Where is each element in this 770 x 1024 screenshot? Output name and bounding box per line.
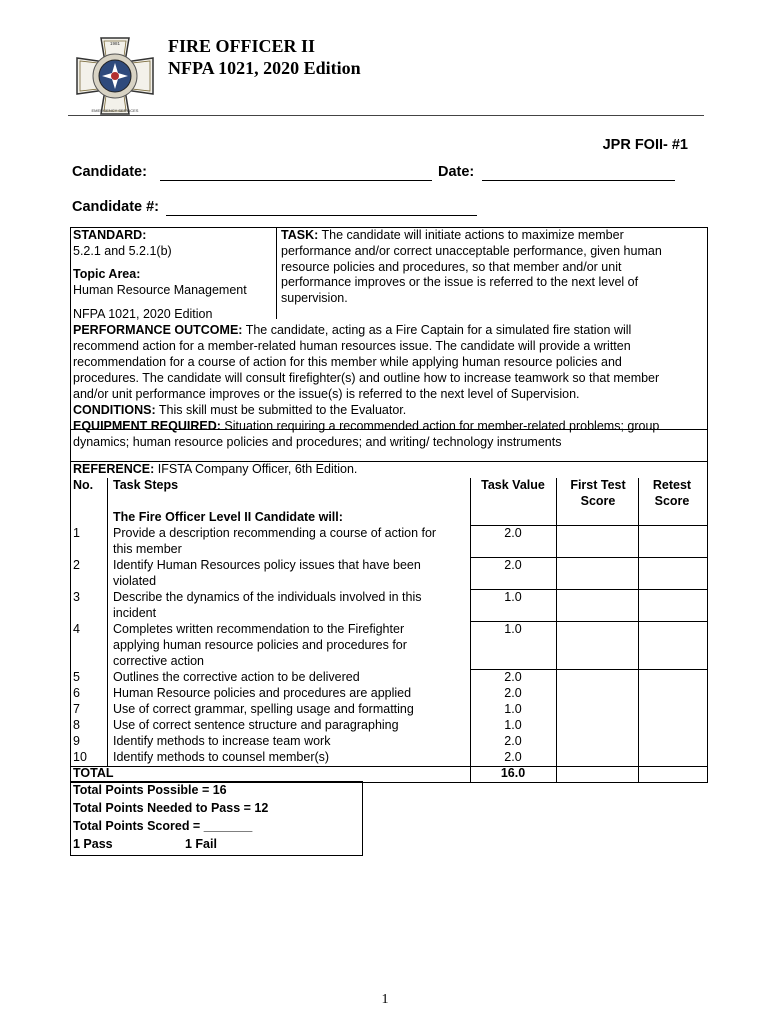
task-steps-intro: The Fire Officer Level II Candidate will: <box>113 510 343 524</box>
performance-line-3: recommendation for a course of action for this member while applying human resource policies and <box>73 355 622 369</box>
step-value: 1.0 <box>504 590 522 604</box>
step-value: 2.0 <box>504 558 522 572</box>
standard-value: 5.2.1 and 5.2.1(b) <box>73 244 172 258</box>
step-number: 6 <box>73 686 80 700</box>
step-text: this member <box>113 542 182 556</box>
performance-line-2: recommend action for a member-related human resources issue. The candidate will provide a written <box>73 339 631 353</box>
total-points-scored[interactable]: Total Points Scored = _______ <box>73 819 253 833</box>
grid-line <box>556 478 557 782</box>
reference-line: REFERENCE: IFSTA Company Officer, 6th Edition. <box>73 462 358 476</box>
conditions-label: CONDITIONS: <box>73 403 156 417</box>
step-number: 3 <box>73 590 80 604</box>
total-value: 16.0 <box>500 766 526 780</box>
grid-line <box>70 766 708 767</box>
conditions-line: CONDITIONS: This skill must be submitted to the Evaluator. <box>73 403 407 417</box>
step-text: Identify methods to increase team work <box>113 734 331 748</box>
step-number: 1 <box>73 526 80 540</box>
step-value: 2.0 <box>504 670 522 684</box>
step-number: 5 <box>73 670 80 684</box>
task-label: TASK: <box>281 228 319 242</box>
candidate-field[interactable] <box>160 180 432 181</box>
step-text: Use of correct grammar, spelling usage and formatting <box>113 702 414 716</box>
date-field[interactable] <box>482 180 675 181</box>
date-label: Date: <box>438 164 475 180</box>
task-line-2: performance and/or correct unacceptable performance, given human <box>281 244 662 258</box>
task-line-5: supervision. <box>281 291 348 305</box>
column-header-retest: Retest <box>652 478 692 492</box>
step-value: 1.0 <box>504 622 522 636</box>
task-line-4: performance improves or the issue is referred to the next level of <box>281 275 639 289</box>
header-divider <box>68 115 704 116</box>
grid-line <box>107 478 108 766</box>
task-line-3: resource policies and procedures, so that member and/or unit <box>281 260 622 274</box>
step-text: Provide a description recommending a course of action for <box>113 526 437 540</box>
step-number: 10 <box>73 750 87 764</box>
grid-line <box>638 478 639 782</box>
step-text: violated <box>113 574 157 588</box>
step-text: corrective action <box>113 654 205 668</box>
column-header-task-value: Task Value <box>481 478 545 492</box>
step-text: applying human resource policies and procedures for <box>113 638 407 652</box>
jpr-number: JPR FOII- #1 <box>602 137 688 153</box>
column-header-task-steps: Task Steps <box>113 478 179 492</box>
column-header-first-test-score: Score <box>580 494 616 508</box>
topic-area-label: Topic Area: <box>73 267 141 281</box>
step-value: 1.0 <box>504 718 522 732</box>
fire-department-logo <box>66 36 164 116</box>
step-value: 2.0 <box>504 686 522 700</box>
step-number: 2 <box>73 558 80 572</box>
performance-line-1: PERFORMANCE OUTCOME: The candidate, acting as a Fire Captain for a simulated fire station will <box>73 323 632 337</box>
document-subtitle: NFPA 1021, 2020 Edition <box>168 58 361 78</box>
standard-task-divider <box>276 227 277 319</box>
performance-line-4: procedures. The candidate will consult firefighter(s) and outline how to increase teamwork so that member <box>73 371 660 385</box>
step-value: 2.0 <box>504 750 522 764</box>
step-text: Describe the dynamics of the individuals involved in this <box>113 590 422 604</box>
candidate-number-field[interactable] <box>166 215 477 216</box>
step-text: Identify methods to counsel member(s) <box>113 750 330 764</box>
column-header-first-test: First Test <box>570 478 626 492</box>
equipment-label: EQUIPMENT REQUIRED: <box>73 419 221 433</box>
step-value: 2.0 <box>504 526 522 540</box>
task-line-1: TASK: The candidate will initiate actions to maximize member <box>281 228 624 242</box>
candidate-label: Candidate: <box>72 164 147 180</box>
step-text: Completes written recommendation to the Firefighter <box>113 622 405 636</box>
step-number: 7 <box>73 702 80 716</box>
performance-line-5: and/or unit performance improves or the issue(s) is referred to the next level of Supervision. <box>73 387 580 401</box>
total-points-needed: Total Points Needed to Pass = 12 <box>73 801 269 815</box>
standard-label: STANDARD: <box>73 228 147 242</box>
topic-area-value: Human Resource Management <box>73 283 247 297</box>
column-header-retest-score: Score <box>654 494 690 508</box>
equipment-line-2: dynamics; human resource policies and procedures; and writing/ technology instruments <box>73 435 562 449</box>
pass-option[interactable]: 1 Pass <box>73 837 113 851</box>
nfpa-edition: NFPA 1021, 2020 Edition <box>73 307 213 321</box>
performance-label: PERFORMANCE OUTCOME: <box>73 323 243 337</box>
step-value: 2.0 <box>504 734 522 748</box>
step-number: 9 <box>73 734 80 748</box>
candidate-number-label: Candidate #: <box>72 199 160 215</box>
page-number: 1 <box>381 992 389 1007</box>
step-text: Identify Human Resources policy issues that have been <box>113 558 421 572</box>
svg-text:1981: 1981 <box>109 41 121 46</box>
step-text: Use of correct sentence structure and paragraphing <box>113 718 399 732</box>
step-text: Outlines the corrective action to be delivered <box>113 670 360 684</box>
step-number: 4 <box>73 622 80 636</box>
step-text: Human Resource policies and procedures are applied <box>113 686 412 700</box>
equipment-line-1: EQUIPMENT REQUIRED: Situation requiring a recommended action for member-related problems; group <box>73 419 660 433</box>
reference-label: REFERENCE: <box>73 462 155 476</box>
total-points-possible: Total Points Possible = 16 <box>73 783 227 797</box>
document-title: FIRE OFFICER II <box>168 36 316 56</box>
step-number: 8 <box>73 718 80 732</box>
step-value: 1.0 <box>504 702 522 716</box>
total-label: TOTAL <box>73 766 114 780</box>
fail-option[interactable]: 1 Fail <box>185 837 217 851</box>
svg-text:EMERGENCY SERVICES: EMERGENCY SERVICES <box>91 108 139 113</box>
step-text: incident <box>113 606 157 620</box>
column-header-no: No. <box>73 478 94 492</box>
